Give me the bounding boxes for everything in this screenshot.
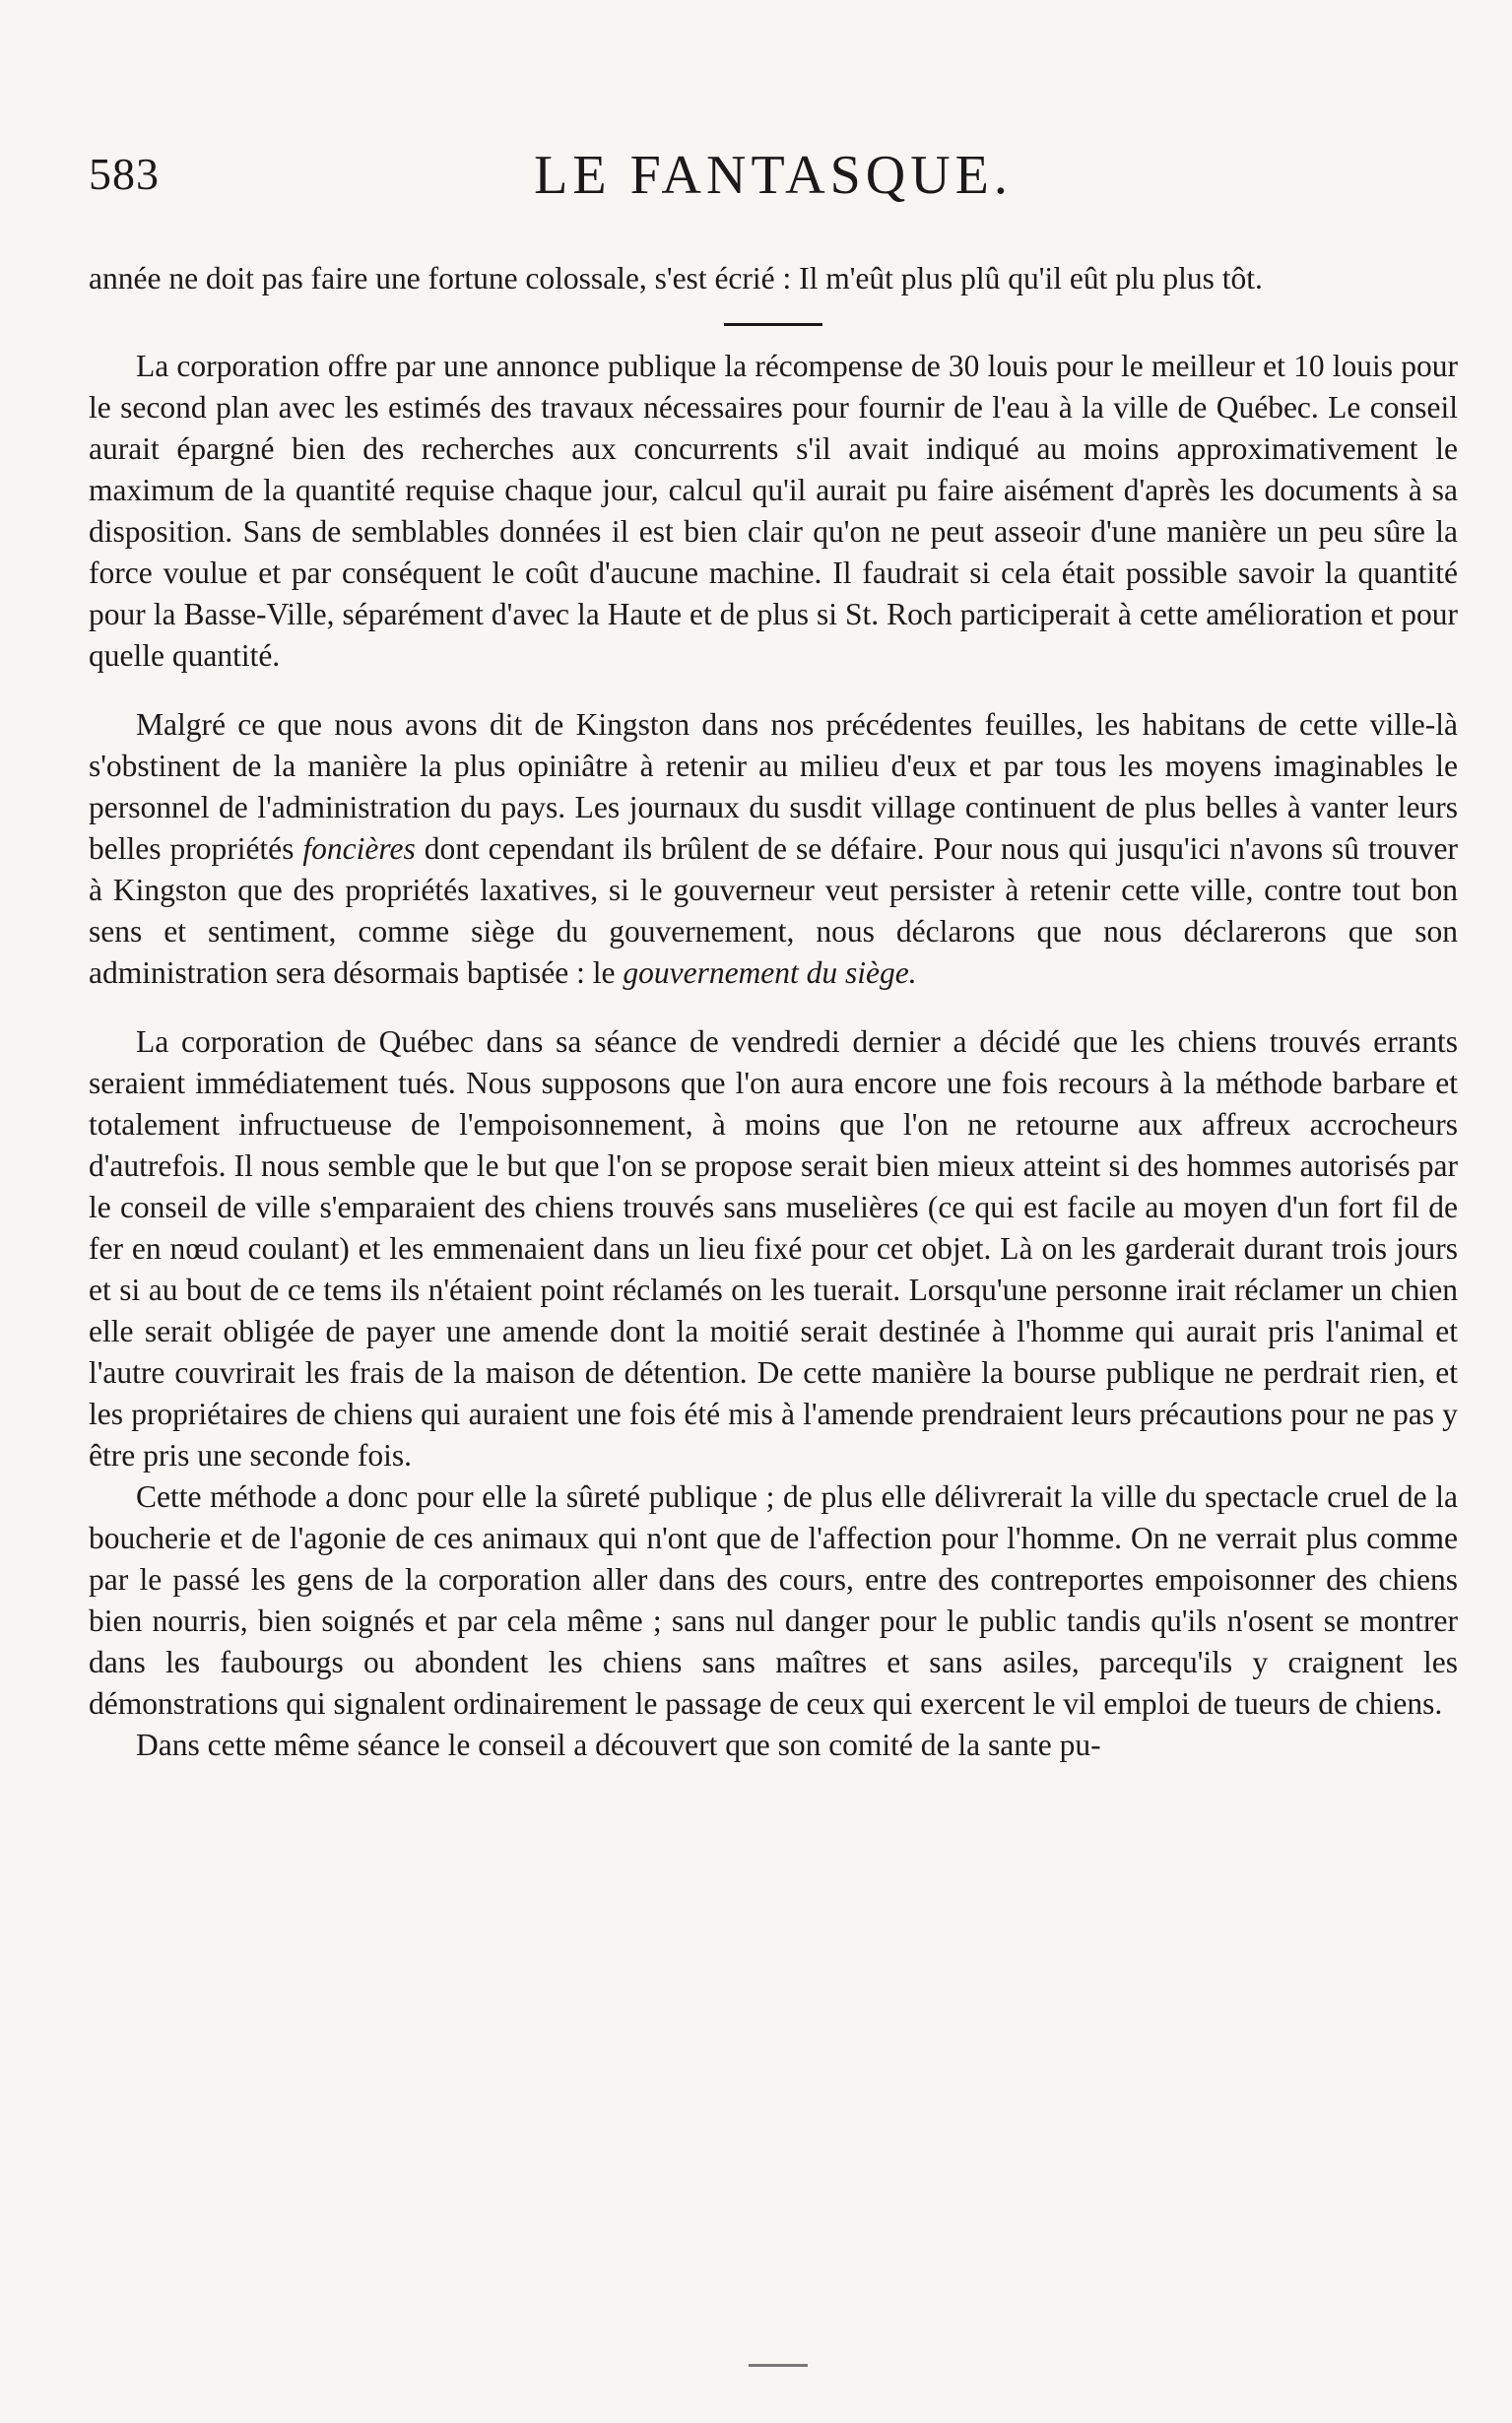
paragraph-dogs: La corporation de Québec dans sa séance de vendredi dernier a décidé que les chiens trouvés errants seraient immédiatement tués. Nous supposons que l'on aura encore une fois recours à la méthode barbare et totalement infructueuse de l'empoisonnement, à moins que l'on ne retourne aux affreux accrocheurs d'autrefois. Il nous semble que le but que l'on se propose serait bien mieux atteint si des hommes autorisés par le conseil de ville s'emparaient des chiens trouvés sans muselières (ce qui est facile au moyen d'un fort fil de fer en nœud coulant) et les emmenaient dans un lieu fixé pour cet objet. Là on les garderait durant trois jours et si au bout de ce tems ils n'étaient point réclamés on les tuerait. Lorsqu'une personne irait réclamer un chien elle serait obligée de payer une amende dont la moitié serait destinée à l'homme qui aurait pris l'animal et l'autre couvrirait les frais de la maison de détention. De cette manière la bourse publique ne perdrait rien, et les propriétaires de chiens qui auraient une fois été mis à l'amende prendraient leurs précautions pour ne pas y être pris une seconde fois. (89, 1024, 1458, 1473)
kingston-text-1: Malgré ce que nous avons dit de Kingston dans nos précédentes feuilles, les habitans de cette ville-là s'obstinent de la manière la plus opiniâtre à retenir au milieu d'eux et par tous les moyens imaginables le personnel de l'administration du pays. Les journaux du susdit village continuent de plus belles à vanter leurs belles propriétés (89, 707, 1458, 866)
paragraph-continuation: année ne doit pas faire une fortune colossale, s'est écrié : Il m'eût plus plû qu'il eût plu plus tôt. (89, 261, 1263, 295)
kingston-italic-foncieres: foncières (302, 831, 416, 866)
paragraph-health-committee: Dans cette même séance le conseil a découvert que son comité de la sante pu- (136, 1728, 1101, 1762)
section-gap (89, 994, 1458, 1021)
article-body (89, 258, 1458, 1766)
section-divider (724, 323, 822, 326)
kingston-italic-gouvernement: gouvernement du siège. (623, 955, 917, 990)
section-gap (89, 677, 1458, 704)
page-number: 583 (89, 149, 160, 199)
paragraph-kingston (89, 704, 1458, 994)
paragraph-water-supply: La corporation offre par une annonce publique la récompense de 30 louis pour le meilleur et 10 louis pour le second plan avec les estimés des travaux nécessaires pour fournir de l'eau à la ville de Québec. Le conseil aurait épargné bien des recherches aux concurrents s'il avait indiqué au moins approximativement le maximum de la quantité requise chaque jour, calcul qu'il aurait pu faire aisément d'après les documents à sa disposition. Sans de semblables données il est bien clair qu'on ne peut asseoir d'une manière un peu sûre la force voulue et par conséquent le coût d'aucune machine. Il faudrait si cela était possible savoir la quantité pour la Basse-Ville, séparément d'avec la Haute et de plus si St. Roch participerait à cette amélioration et pour quelle quantité. (89, 349, 1458, 673)
running-title: LE FANTASQUE. (534, 145, 1013, 206)
kingston-text-2: dont cependant ils brûlent de se défaire. Pour nous qui jusqu'ici n'avons sû trouver à Kingston que des propriétés laxatives, si le gouverneur veut persister à retenir cette ville, contre tout bon sens et sentiment, comme siège du gouvernement, nous déclarons que nous déclarerons que son administration sera désormais baptisée : le (89, 831, 1458, 990)
page-header (89, 145, 1458, 217)
paragraph-method: Cette méthode a donc pour elle la sûreté publique ; de plus elle délivrerait la ville du spectacle cruel de la boucherie et de l'agonie de ces animaux qui n'ont que de l'affection pour l'homme. On ne verrait plus comme par le passé les gens de la corporation aller dans des cours, entre des contreportes empoisonner des chiens bien nourris, bien soignés et par cela même ; sans nul danger pour le public tandis qu'ils n'osent se montrer dans les faubourgs ou abondent les chiens sans maîtres et sans asiles, parcequ'ils y craignent les démonstrations qui signalent ordinairement le passage de ceux qui exercent le vil emploi de tueurs de chiens. (89, 1479, 1458, 1721)
bottom-mark (749, 2364, 808, 2367)
